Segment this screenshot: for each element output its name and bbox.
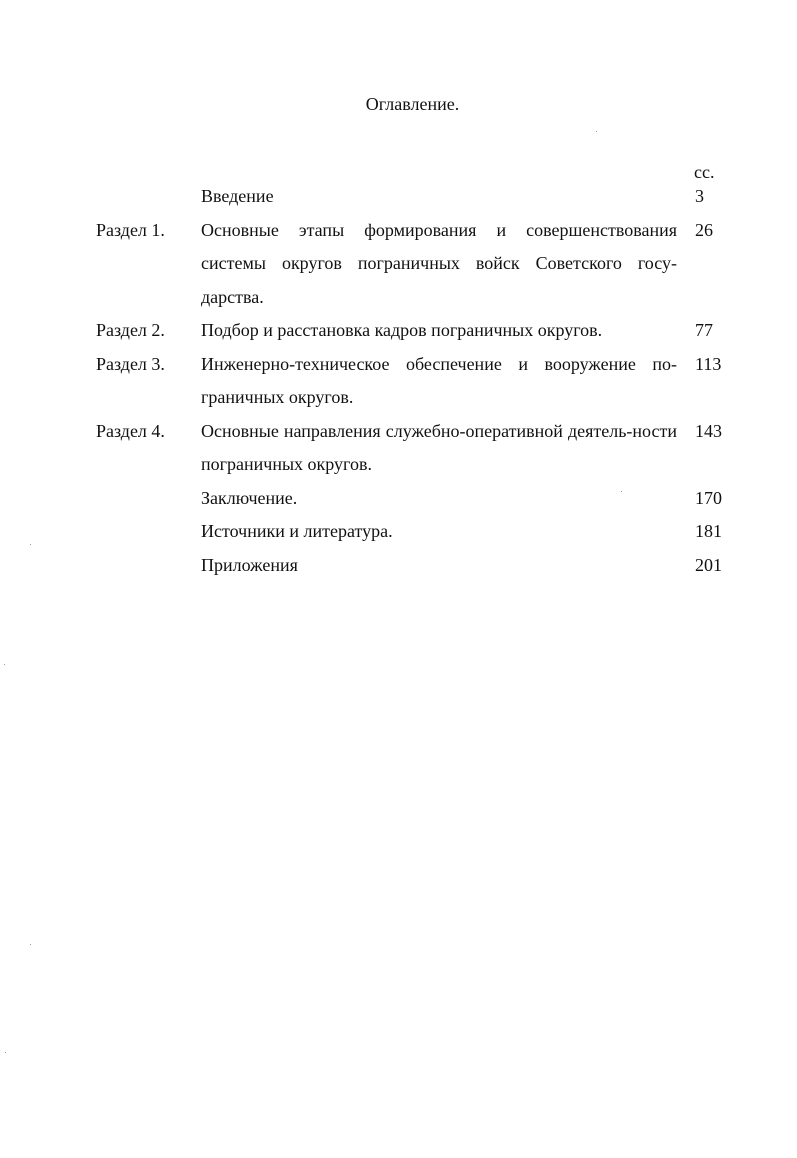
toc-entry-page: 181: [695, 521, 722, 541]
toc-entry-title: Введение: [201, 186, 274, 206]
toc-entry-sources: [0, 515, 797, 549]
toc-section-label: Раздел 4.: [96, 420, 165, 441]
toc-entry-title: Основные направления служебно-оперативной деятель-ности пограничных округов.: [201, 420, 677, 474]
toc-entry-introduction: [0, 180, 797, 214]
toc-entry-section-1: [0, 214, 797, 315]
toc-entry-page: 26: [695, 219, 713, 240]
toc-section-label: Раздел 3.: [96, 353, 165, 374]
toc-entry-title: Заключение.: [201, 487, 298, 508]
toc-entry-page: 170: [695, 487, 722, 508]
toc-entry-appendices: [0, 549, 797, 583]
toc-section-label: Раздел 2.: [96, 320, 165, 340]
toc-entry-title: Источники и литература.: [201, 521, 393, 541]
toc-entry-title: Подбор и расстановка кадров пограничных округов.: [201, 320, 603, 340]
toc-entry-page: 143: [695, 420, 722, 441]
toc-section-label: Раздел 1.: [96, 219, 165, 240]
toc-entry-page: 77: [695, 320, 713, 340]
toc-entry-page: 201: [695, 554, 722, 575]
toc-entry-title: Приложения: [201, 554, 298, 575]
toc-entry-section-3: [0, 348, 797, 415]
toc-entry-title: Инженерно-техническое обеспечение и вооружение по-граничных округов.: [201, 353, 677, 407]
page-title: Оглавление.: [365, 94, 460, 114]
pages-column-header: сс.: [694, 162, 715, 182]
toc-entry-page: 3: [695, 186, 704, 206]
toc-entry-section-4: [0, 415, 797, 482]
table-of-contents: [0, 180, 797, 582]
toc-entry-section-2: [0, 314, 797, 348]
toc-entry-conclusion: [0, 482, 797, 516]
toc-entry-page: 113: [695, 353, 722, 374]
toc-entry-title: Основные этапы формирования и совершенствования системы округов пограничных войск Советского госу-дарства.: [201, 219, 677, 307]
